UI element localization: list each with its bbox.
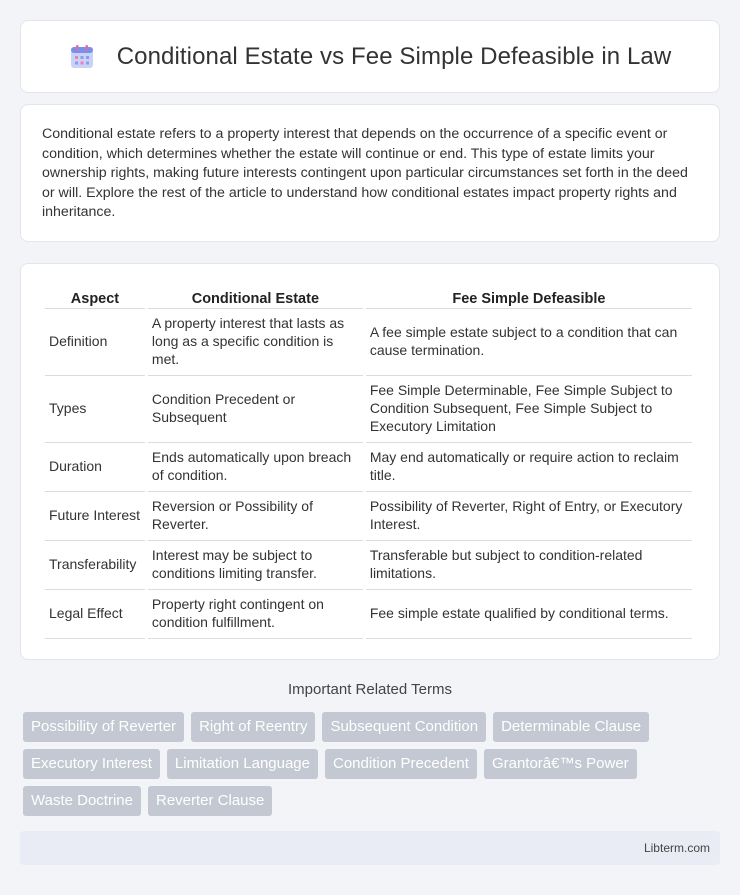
term-tag[interactable]: Possibility of Reverter bbox=[23, 712, 184, 742]
related-terms-heading: Important Related Terms bbox=[288, 681, 452, 698]
intro-paragraph: Conditional estate refers to a property interest that depends on the occurrence of a specific event or condition, which determines whether the estate will continue or end. This type of estate limits your ownership rights, making future interests contingent upon particular circumstances set forth in the deed or will. Explore the rest of the article to understand how conditional estates impact property rights and inheritance. bbox=[42, 126, 688, 220]
page-title: Conditional Estate vs Fee Simple Defeasible in Law bbox=[116, 42, 672, 70]
cell-aspect: Future Interest bbox=[45, 492, 145, 541]
cell-conditional-estate: Interest may be subject to conditions limiting transfer. bbox=[148, 541, 363, 590]
term-tag[interactable]: Determinable Clause bbox=[493, 712, 649, 742]
term-tag[interactable]: Reverter Clause bbox=[148, 786, 272, 816]
table-row bbox=[45, 590, 692, 639]
term-tag[interactable]: Condition Precedent bbox=[325, 749, 477, 779]
title-card bbox=[20, 20, 720, 93]
cell-aspect: Duration bbox=[45, 443, 145, 492]
cell-conditional-estate: Condition Precedent or Subsequent bbox=[148, 376, 363, 443]
cell-aspect: Transferability bbox=[45, 541, 145, 590]
term-tag[interactable]: Right of Reentry bbox=[191, 712, 315, 742]
term-tag[interactable]: Waste Doctrine bbox=[23, 786, 141, 816]
term-tag[interactable]: Executory Interest bbox=[23, 749, 160, 779]
cell-conditional-estate: Property right contingent on condition fulfillment. bbox=[148, 590, 363, 639]
header-fee-simple-defeasible: Fee Simple Defeasible bbox=[366, 282, 692, 309]
table-header-row bbox=[45, 282, 692, 309]
cell-conditional-estate: Reversion or Possibility of Reverter. bbox=[148, 492, 363, 541]
table-row bbox=[45, 492, 692, 541]
footer bbox=[20, 831, 720, 865]
table-row bbox=[45, 443, 692, 492]
cell-fee-simple: May end automatically or require action to reclaim title. bbox=[366, 443, 692, 492]
cell-fee-simple: Fee Simple Determinable, Fee Simple Subject to Condition Subsequent, Fee Simple Subject to Executory Limitation bbox=[366, 376, 692, 443]
table-row bbox=[45, 541, 692, 590]
footer-site-link[interactable]: Libterm.com bbox=[643, 841, 710, 855]
cell-fee-simple: A fee simple estate subject to a condition that can cause termination. bbox=[366, 309, 692, 376]
cell-conditional-estate: Ends automatically upon breach of condition. bbox=[148, 443, 363, 492]
cell-fee-simple: Transferable but subject to condition-related limitations. bbox=[366, 541, 692, 590]
comparison-table bbox=[42, 282, 695, 639]
table-row bbox=[45, 309, 692, 376]
related-terms-list bbox=[23, 712, 723, 816]
term-tag[interactable]: Subsequent Condition bbox=[322, 712, 486, 742]
cell-aspect: Definition bbox=[45, 309, 145, 376]
intro-card bbox=[20, 104, 720, 242]
cell-fee-simple: Fee simple estate qualified by conditional terms. bbox=[366, 590, 692, 639]
calendar-icon bbox=[69, 44, 95, 70]
cell-fee-simple: Possibility of Reverter, Right of Entry, or Executory Interest. bbox=[366, 492, 692, 541]
comparison-card bbox=[20, 263, 720, 660]
cell-aspect: Legal Effect bbox=[45, 590, 145, 639]
term-tag[interactable]: Limitation Language bbox=[167, 749, 318, 779]
term-tag[interactable]: Grantorâ€™s Power bbox=[484, 749, 637, 779]
header-conditional-estate: Conditional Estate bbox=[148, 282, 363, 309]
table-row bbox=[45, 376, 692, 443]
cell-aspect: Types bbox=[45, 376, 145, 443]
cell-conditional-estate: A property interest that lasts as long as a specific condition is met. bbox=[148, 309, 363, 376]
header-aspect: Aspect bbox=[45, 282, 145, 309]
